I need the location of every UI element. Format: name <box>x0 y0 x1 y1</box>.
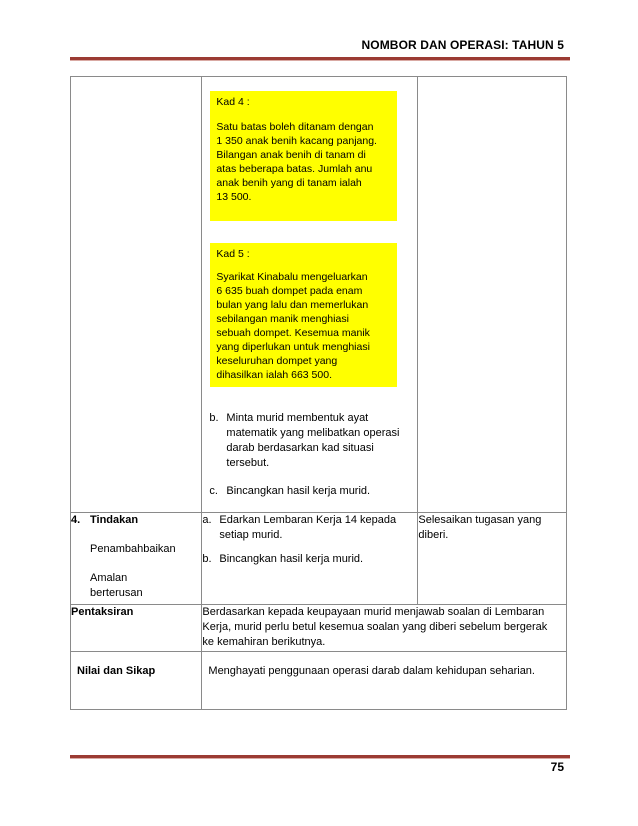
heading-text: Tindakan <box>90 514 139 526</box>
tindakan-cell <box>71 513 202 605</box>
situation-card-4 <box>210 91 397 221</box>
nilai-label: Nilai dan Sikap <box>71 652 202 710</box>
lesson-plan-table <box>70 76 567 710</box>
step-text: Bincangkan hasil kerja murid. <box>226 485 371 497</box>
table-row-nilai <box>71 652 567 710</box>
activity-steps <box>202 411 417 499</box>
footer-rule <box>70 755 570 758</box>
running-header: NOMBOR DAN OPERASI: TAHUN 5 <box>361 38 564 52</box>
header-rule <box>70 57 570 60</box>
sub-item-penambahbaikan: Penambahbaikan <box>90 543 176 555</box>
step-label: a. <box>202 514 212 526</box>
list-item <box>209 411 411 471</box>
pentaksiran-label: Pentaksiran <box>71 605 202 652</box>
sub-item-amalan: Amalan berterusan <box>90 572 143 599</box>
table-row-tindakan <box>71 513 567 605</box>
table-row-pentaksiran <box>71 605 567 652</box>
card-title: Kad 5 : <box>216 248 250 260</box>
activity-cell <box>202 77 418 513</box>
step-text: Bincangkan hasil kerja murid. <box>219 553 364 565</box>
empty-cell <box>418 77 567 513</box>
step-label: b. <box>202 553 212 565</box>
empty-cell <box>71 77 202 513</box>
tindakan-activity-cell <box>202 513 418 605</box>
table-row-cards <box>71 77 567 513</box>
card-text: Syarikat Kinabalu mengeluarkan 6 635 buah dompet pada enam bulan yang lalu dan memerlukan sebilangan manik menghiasi sebuah dompet. Kesemua manik yang diperlukan untuk menghiasi keseluruhan dompet yang dihasilkan ialah 663 500. <box>216 271 370 381</box>
step-label: b. <box>209 412 219 424</box>
page-number: 75 <box>550 760 564 774</box>
list-item <box>209 484 411 499</box>
card-text: Satu batas boleh ditanam dengan 1 350 anak benih kacang panjang. Bilangan anak benih di tanam di atas beberapa batas. Jumlah anu anak benih yang di tanam ialah 13 500. <box>216 121 377 203</box>
step-text: Minta murid membentuk ayat matematik yang melibatkan operasi darab berdasarkan kad situasi tersebut. <box>226 412 400 469</box>
step-label: c. <box>209 485 218 497</box>
list-item <box>202 513 417 543</box>
list-item <box>202 552 417 567</box>
section-heading <box>71 513 201 528</box>
step-text: Edarkan Lembaran Kerja 14 kepada setiap murid. <box>219 514 397 541</box>
heading-number: 4. <box>71 514 81 526</box>
card-title: Kad 4 : <box>216 96 250 108</box>
tindakan-note: Selesaikan tugasan yang diberi. <box>418 513 567 605</box>
situation-card-5 <box>210 243 397 387</box>
nilai-text: Menghayati penggunaan operasi darab dalam kehidupan seharian. <box>202 652 567 710</box>
pentaksiran-text: Berdasarkan kepada keupayaan murid menjawab soalan di Lembaran Kerja, murid perlu betul kesemua soalan yang diberi sebelum bergerak ke kemahiran berikutnya. <box>202 605 567 652</box>
